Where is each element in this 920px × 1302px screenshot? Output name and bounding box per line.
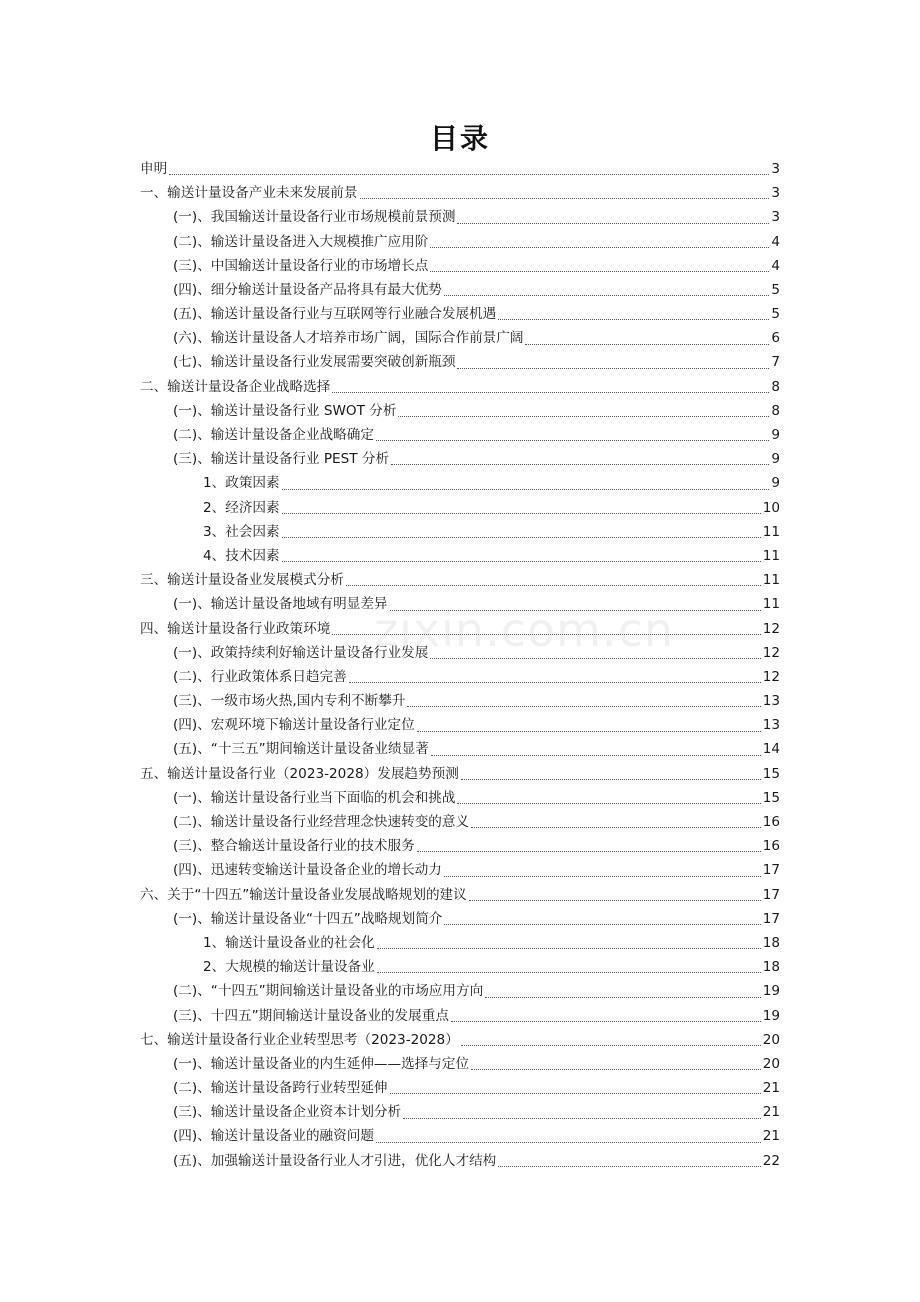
toc-entry[interactable] [140,278,780,302]
toc-page-number: 19 [762,983,780,1000]
toc-page-number: 16 [762,838,780,855]
toc-dot-leader [377,971,761,973]
toc-entry-title: (二)、行业政策体系日趋完善 [173,668,347,685]
toc-entry[interactable] [140,568,780,592]
toc-entry[interactable] [140,1149,780,1173]
toc-page-number: 17 [762,862,780,879]
toc-entry[interactable] [140,786,780,810]
toc-page-number: 9 [771,475,780,492]
toc-entry[interactable] [140,883,780,907]
toc-page-number: 12 [762,668,780,685]
toc-entry-title: 七、输送计量设备行业企业转型思考（2023-2028） [140,1031,459,1048]
toc-entry-title: 六、关于“十四五”输送计量设备业发展战略规划的建议 [140,886,467,903]
toc-dot-leader [444,923,760,925]
toc-entry-title: (五)、“十三五”期间输送计量设备业绩显著 [173,741,429,758]
page-title: 目录 [429,122,490,155]
toc-dot-leader [377,947,761,949]
toc-dot-leader [461,1044,761,1046]
toc-entry[interactable] [140,858,780,882]
toc-page-number: 21 [762,1080,780,1097]
toc-entry[interactable] [140,520,780,544]
toc-entry-title: 3、社会因素 [203,523,280,540]
toc-entry-title: 2、经济因素 [203,499,280,516]
toc-entry[interactable] [140,979,780,1003]
toc-entry-title: (一)、输送计量设备行业当下面临的机会和挑战 [173,789,456,806]
toc-entry-title: (五)、加强输送计量设备行业人才引进，优化人才结构 [173,1152,497,1169]
toc-entry[interactable] [140,447,780,471]
toc-entry-title: (一)、输送计量设备行业 SWOT 分析 [173,402,397,419]
toc-dot-leader [169,173,769,175]
toc-page-number: 17 [762,886,780,903]
toc-entry[interactable] [140,496,780,520]
toc-dot-leader [485,996,761,998]
toc-dot-leader [451,1020,761,1022]
toc-dot-leader [457,222,769,224]
toc-entry-title: (四)、宏观环境下输送计量设备行业定位 [173,717,415,734]
toc-dot-leader [398,415,769,417]
toc-entry-title: (二)、输送计量设备企业战略确定 [173,427,374,444]
toc-entry-title: 2、大规模的输送计量设备业 [203,959,375,976]
toc-dot-leader [430,246,769,248]
toc-entry-title: 1、政策因素 [203,475,280,492]
toc-page-number: 3 [771,209,780,226]
toc-entry[interactable] [140,641,780,665]
toc-entry[interactable] [140,762,780,786]
toc-entry-title: (三)、整合输送计量设备行业的技术服务 [173,838,415,855]
toc-dot-leader [360,197,770,199]
toc-entry-title: (一)、输送计量设备业“十四五”战略规划简介 [173,910,443,927]
toc-entry[interactable] [140,1076,780,1100]
toc-page-number: 9 [771,427,780,444]
toc-entry-title: (六)、输送计量设备人才培养市场广阔，国际合作前景广阔 [173,330,524,347]
toc-dot-leader [471,1068,761,1070]
toc-dot-leader [525,343,769,345]
toc-entry[interactable] [140,834,780,858]
toc-page-number: 8 [771,378,780,395]
toc-entry-title: 一、输送计量设备产业未来发展前景 [140,185,358,202]
toc-entry[interactable] [140,205,780,229]
toc-entry[interactable] [140,907,780,931]
toc-entry-title: 申明 [140,160,168,177]
toc-dot-leader [461,778,761,780]
toc-entry-title: (五)、输送计量设备行业与互联网等行业融合发展机遇 [173,306,497,323]
toc-entry-title: 4、技术因素 [203,547,280,564]
toc-dot-leader [403,1117,761,1119]
toc-dot-leader [469,899,761,901]
toc-entry-title: 二、输送计量设备企业战略选择 [140,378,331,395]
toc-dot-leader [407,705,760,707]
toc-page-number: 11 [762,547,780,564]
toc-page-number: 14 [762,741,780,758]
toc-page-number: 5 [771,281,780,298]
toc-page-number: 19 [762,1007,780,1024]
toc-entry[interactable] [140,1100,780,1124]
toc-page-number: 21 [762,1128,780,1145]
toc-page-number: 20 [762,1055,780,1072]
toc-entry[interactable] [140,713,780,737]
toc-page-number: 21 [762,1104,780,1121]
toc-entry-title: (二)、输送计量设备行业经营理念快速转变的意义 [173,814,470,831]
toc-entry-title: (四)、细分输送计量设备产品将具有最大优势 [173,281,442,298]
toc-entry[interactable] [140,810,780,834]
toc-dot-leader [282,536,761,538]
toc-entry[interactable] [140,399,780,423]
toc-entry-title: (一)、政策持续利好输送计量设备行业发展 [173,644,429,661]
toc-page-number: 3 [771,185,780,202]
toc-entry[interactable] [140,351,780,375]
toc-page-number: 15 [762,789,780,806]
toc-page-number: 18 [762,959,780,976]
toc-entry[interactable] [140,157,780,181]
toc-entry-title: 1、输送计量设备业的社会化 [203,934,375,951]
toc-entry[interactable] [140,544,780,568]
toc-dot-leader [431,754,761,756]
toc-dot-leader [391,463,769,465]
toc-dot-leader [282,560,761,562]
toc-entry-title: (四)、迅速转变输送计量设备企业的增长动力 [173,862,442,879]
toc-dot-leader [498,1165,760,1167]
toc-dot-leader [332,633,760,635]
toc-dot-leader [457,802,760,804]
toc-entry[interactable] [140,375,780,399]
toc-entry[interactable] [140,617,780,641]
toc-entry[interactable] [140,1125,780,1149]
toc-page-number: 12 [762,620,780,637]
toc-dot-leader [444,294,769,296]
toc-dot-leader [390,1092,761,1094]
toc-entry[interactable] [140,955,780,979]
toc-page-number: 18 [762,934,780,951]
toc-entry[interactable] [140,689,780,713]
toc-dot-leader [390,609,761,611]
toc-dot-leader [471,826,761,828]
toc-entry-title: (一)、我国输送计量设备行业市场规模前景预测 [173,209,456,226]
toc-entry[interactable] [140,423,780,447]
toc-page-number: 16 [762,814,780,831]
toc-page-number: 3 [771,160,780,177]
toc-dot-leader [282,512,761,514]
toc-entry-title: (三)、输送计量设备企业资本计划分析 [173,1104,402,1121]
toc-dot-leader [346,584,761,586]
toc-entry-title: (一)、输送计量设备地域有明显差异 [173,596,388,613]
toc-page-number: 11 [762,596,780,613]
toc-entry[interactable] [140,230,780,254]
toc-page-number: 10 [762,499,780,516]
toc-dot-leader [417,730,761,732]
toc-dot-leader [282,488,770,490]
toc-entry-title: (三)、中国输送计量设备行业的市场增长点 [173,257,429,274]
toc-entry-title: (二)、“十四五”期间输送计量设备业的市场应用方向 [173,983,484,1000]
toc-entry[interactable] [140,592,780,616]
toc-entry[interactable] [140,738,780,762]
toc-page-number: 22 [762,1152,780,1169]
toc-entry-title: (二)、输送计量设备跨行业转型延伸 [173,1080,388,1097]
toc-dot-leader [457,367,769,369]
toc-entry-title: 五、输送计量设备行业（2023-2028）发展趋势预测 [140,765,459,782]
toc-entry[interactable] [140,665,780,689]
toc-entry-title: (三)、十四五”期间输送计量设备业的发展重点 [173,1007,449,1024]
toc-entry-title: (二)、输送计量设备进入大规模推广应用阶 [173,233,429,250]
toc-dot-leader [349,681,761,683]
toc-entry-title: (三)、一级市场火热,国内专利不断攀升 [173,693,406,710]
toc-entry-title: (七)、输送计量设备行业发展需要突破创新瓶颈 [173,354,456,371]
toc-entry[interactable] [140,1052,780,1076]
watermark: zixin.com.cn [374,603,675,657]
toc-page-number: 15 [762,765,780,782]
toc-entry-title: (三)、输送计量设备行业 PEST 分析 [173,451,390,468]
toc-page-number: 7 [771,354,780,371]
toc-dot-leader [498,318,769,320]
toc-entry[interactable] [140,471,780,495]
table-of-contents [140,157,780,1173]
toc-dot-leader [430,657,760,659]
toc-page-number: 12 [762,644,780,661]
toc-entry[interactable] [140,302,780,326]
toc-page-number: 6 [771,330,780,347]
toc-page-number: 11 [762,572,780,589]
toc-page-number: 4 [771,233,780,250]
toc-entry[interactable] [140,254,780,278]
toc-page-number: 8 [771,402,780,419]
toc-entry-title: (四)、输送计量设备业的融资问题 [173,1128,374,1145]
toc-page-number: 13 [762,693,780,710]
toc-page-number: 4 [771,257,780,274]
toc-dot-leader [376,1141,761,1143]
toc-entry[interactable] [140,181,780,205]
toc-page-number: 13 [762,717,780,734]
toc-entry-title: (一)、输送计量设备业的内生延伸——选择与定位 [173,1055,470,1072]
toc-dot-leader [444,875,761,877]
toc-page-number: 9 [771,451,780,468]
toc-entry-title: 四、输送计量设备行业政策环境 [140,620,331,637]
toc-page-number: 11 [762,523,780,540]
toc-entry[interactable] [140,931,780,955]
toc-dot-leader [376,439,769,441]
toc-page-number: 5 [771,306,780,323]
toc-entry[interactable] [140,1028,780,1052]
toc-dot-leader [430,270,769,272]
toc-dot-leader [417,850,761,852]
toc-entry[interactable] [140,326,780,350]
toc-dot-leader [332,391,769,393]
toc-entry-title: 三、输送计量设备业发展模式分析 [140,572,344,589]
toc-page-number: 17 [762,910,780,927]
toc-entry[interactable] [140,1004,780,1028]
toc-page-number: 20 [762,1031,780,1048]
